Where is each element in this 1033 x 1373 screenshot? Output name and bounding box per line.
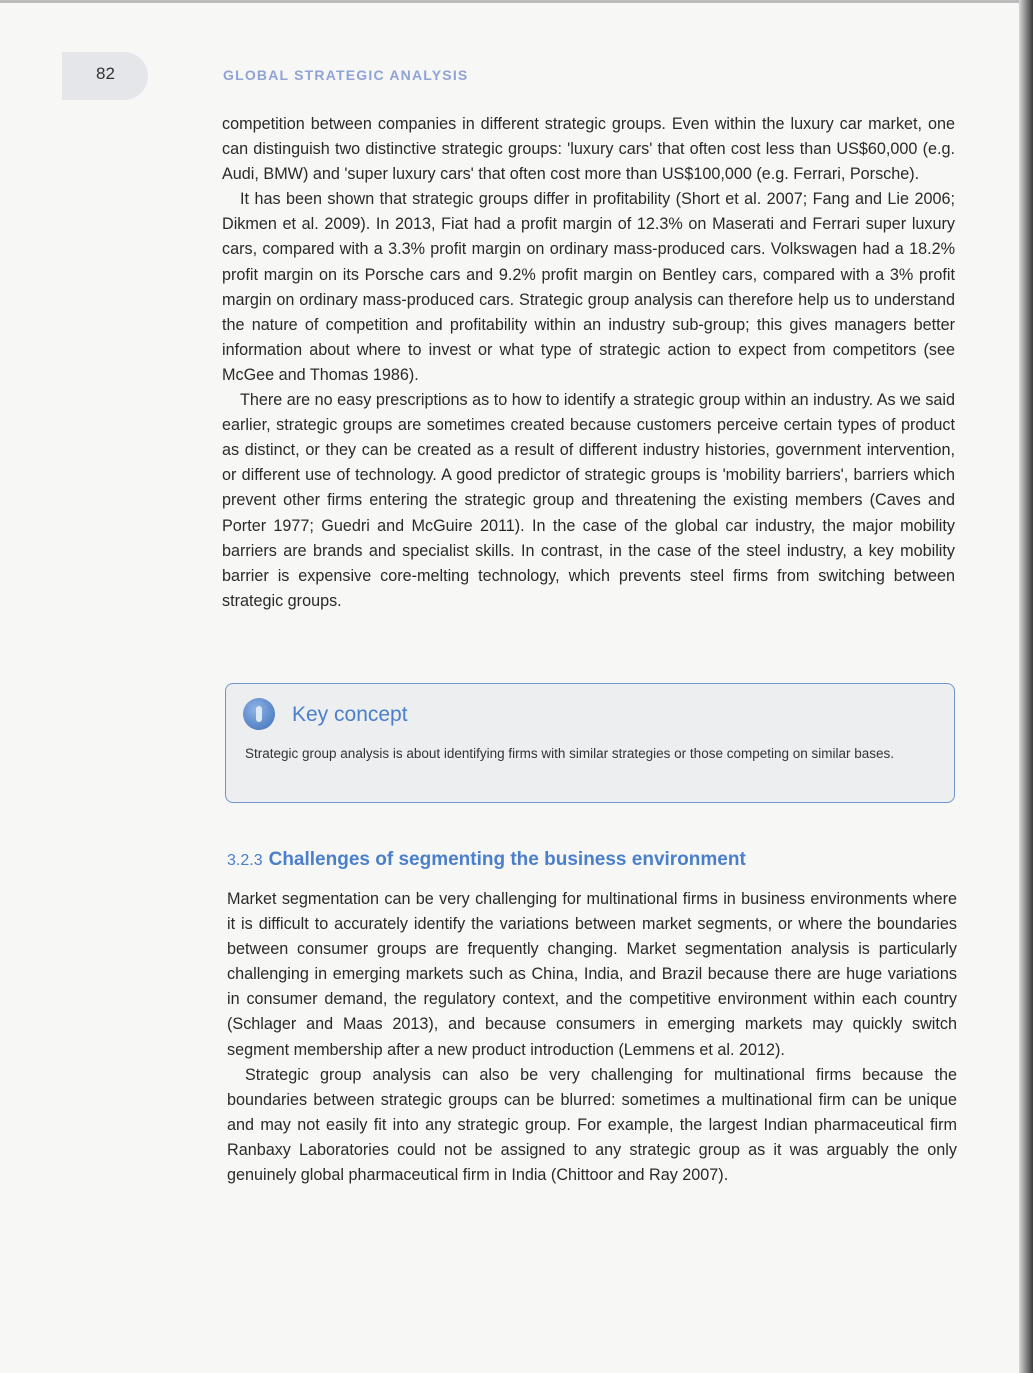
paragraph: competition between companies in different strategic groups. Even within the luxury car market, one can distinguish two distinctive strategic groups: 'luxury cars' that often cost less than US$60,000 (e.g. Audi, BMW) and 'super luxury cars' that often cost more than US$100,000 (e.g. Ferrari, Porsche).	[222, 115, 955, 184]
section-number: 3.2.3	[227, 852, 263, 869]
page-number: 82	[96, 64, 115, 83]
paragraph: Market segmentation can be very challenging for multinational firms in business environments where it is difficult to accurately identify the variations between market segments, or where the boundaries between consumer groups are frequently changing. Market segmentation analysis is particularly challenging in emerging markets such as China, India, and Brazil because there are huge variations in consumer demand, the regulatory context, and the competitive environment within each country (Schlager and Maas 2013), and because consumers in emerging markets may quickly switch segment membership after a new product introduction (Lemmens et al. 2012).	[227, 890, 957, 1059]
section-title: Challenges of segmenting the business environment	[268, 849, 746, 870]
section2-body	[227, 887, 957, 1188]
key-concept-text: Strategic group analysis is about identifying firms with similar strategies or those competing on similar bases.	[245, 746, 895, 761]
paragraph: There are no easy prescriptions as to how to identify a strategic group within an industry. As we said earlier, strategic groups are sometimes created because customers perceive certain types of product as distinct, or they can be created as a result of different industry histories, government intervention, or different use of technology. A good predictor of strategic groups is 'mobility barriers', barriers which prevent other firms entering the strategic group and threatening the existing members (Caves and Porter 1977; Guedri and McGuire 2011). In the case of the global car industry, the major mobility barriers are brands and specialist skills. In contrast, in the case of the steel industry, a key mobility barrier is expensive core-melting technology, which prevents steel firms from switching between strategic groups.	[222, 391, 956, 610]
key-concept-title: Key concept	[292, 703, 408, 726]
key-concept-icon	[243, 698, 275, 730]
paragraph: It has been shown that strategic groups differ in profitability (Short et al. 2007; Fang and Lie 2006; Dikmen et al. 2009). In 2013, Fiat had a profit margin of 12.3% on Maserati and Ferrari super luxury cars, compared with a 3.3% profit margin on ordinary mass-produced cars. Volkswagen had a 18.2% profit margin on its Porsche cars and 9.2% profit margin on Bentley cars, compared with a 3% profit margin on ordinary mass-produced cars. Strategic group analysis can therefore help us to understand the nature of competition and profitability within an industry sub-group; this gives managers better information about where to invest or what type of strategic action to expect from competitors (see McGee and Thomas 1986).	[222, 190, 955, 384]
section-heading	[227, 849, 746, 871]
section1-body	[222, 112, 955, 614]
running-head: GLOBAL STRATEGIC ANALYSIS	[223, 67, 469, 83]
page-top-edge	[0, 0, 1033, 3]
key-concept-box	[225, 683, 955, 803]
book-spine-shadow	[1019, 0, 1033, 1373]
paragraph: Strategic group analysis can also be very challenging for multinational firms because the boundaries between strategic groups can be blurred: sometimes a multinational firm can be unique and may not easily fit into any strategic group. For example, the largest Indian pharmaceutical firm Ranbaxy Laboratories could not be assigned to any strategic group as it was arguably the only genuinely global pharmaceutical firm in India (Chittoor and Ray 2007).	[227, 1065, 957, 1185]
